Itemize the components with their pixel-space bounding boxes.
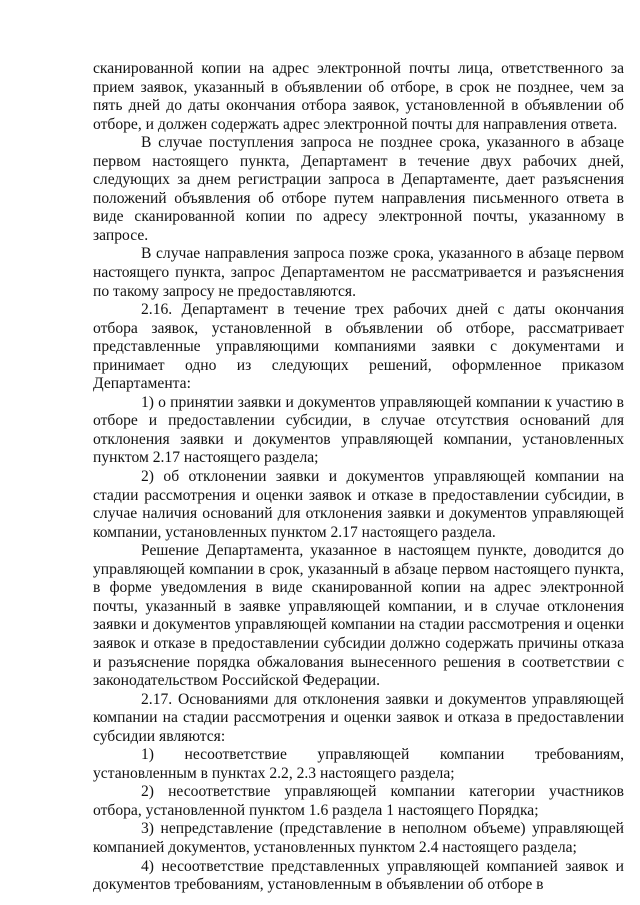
paragraph-decision-accept: 1) о принятии заявки и документов управляющей компании к участию в отборе и предоставлении субсидии, в случае отсутствия оснований для отклонения заявки и документов управляющей компании, установленных пунктом 2.17 настоящего раздела; xyxy=(93,393,624,467)
paragraph-ground-1: 1) несоответствие управляющей компании требованиям, установленным в пунктах 2.2, 2.3 настоящего раздела; xyxy=(93,746,624,782)
paragraph-timely-request: В случае поступления запроса не позднее срока, указанного в абзаце первом настоящего пункта, Департамент в течение двух рабочих дней, следующих за днем регистрации запроса в Департаменте, дает разъяснения положений объявления об отборе путем направления письменного ответа в виде сканированной копии по адресу электронной почты, указанному в запросе. xyxy=(93,134,624,244)
document-page xyxy=(93,60,624,895)
paragraph-ground-2: 2) несоответствие управляющей компании категории участников отбора, установленной пунктом 1.6 раздела 1 настоящего Порядка; xyxy=(93,783,624,819)
paragraph-2-16: 2.16. Департамент в течение трех рабочих дней с даты окончания отбора заявок, установленной в объявлении об отборе, рассматривает представленные управляющими компаниями заявки с документами и принимает одно из следующих решений, оформленное приказом Департамента: xyxy=(93,301,624,393)
paragraph-request-address: сканированной копии на адрес электронной почты лица, ответственного за прием заявок, указанный в объявлении об отборе, в срок не позднее, чем за пять дней до даты окончания отбора заявок, установленной в объявлении об отборе, и должен содержать адрес электронной почты для направления ответа. xyxy=(93,60,624,133)
paragraph-2-17: 2.17. Основаниями для отклонения заявки и документов управляющей компании на стадии рассмотрения и оценки заявок и отказа в предоставлении субсидии являются: xyxy=(93,690,624,745)
paragraph-late-request: В случае направления запроса позже срока, указанного в абзаце первом настоящего пункта, запрос Департаментом не рассматривается и разъяснения по такому запросу не предоставляются. xyxy=(93,245,624,300)
paragraph-decision-notice: Решение Департамента, указанное в настоящем пункте, доводится до управляющей компании в срок, указанный в абзаце первом настоящего пункта, в форме уведомления в виде сканированной копии на адрес электронной почты, указанный в заявке управляющей компании, и в случае отклонения заявки и документов управляющей компании на стадии рассмотрения и оценки заявок и отказе в предоставлении субсидии должно содержать причины отказа и разъяснение порядка обжалования вынесенного решения в соответствии с законодательством Российской Федерации. xyxy=(93,542,624,690)
paragraph-ground-3: 3) непредставление (представление в неполном объеме) управляющей компанией документов, установленных пунктом 2.4 настоящего раздела; xyxy=(93,820,624,856)
paragraph-decision-reject: 2) об отклонении заявки и документов управляющей компании на стадии рассмотрения и оценки заявок и отказе в предоставлении субсидии, в случае наличия оснований для отклонения заявки и документов управляющей компании, установленных пунктом 2.17 настоящего раздела. xyxy=(93,468,624,541)
paragraph-ground-4: 4) несоответствие представленных управляющей компанией заявок и документов требованиям, установленным в объявлении об отборе в xyxy=(93,857,624,894)
